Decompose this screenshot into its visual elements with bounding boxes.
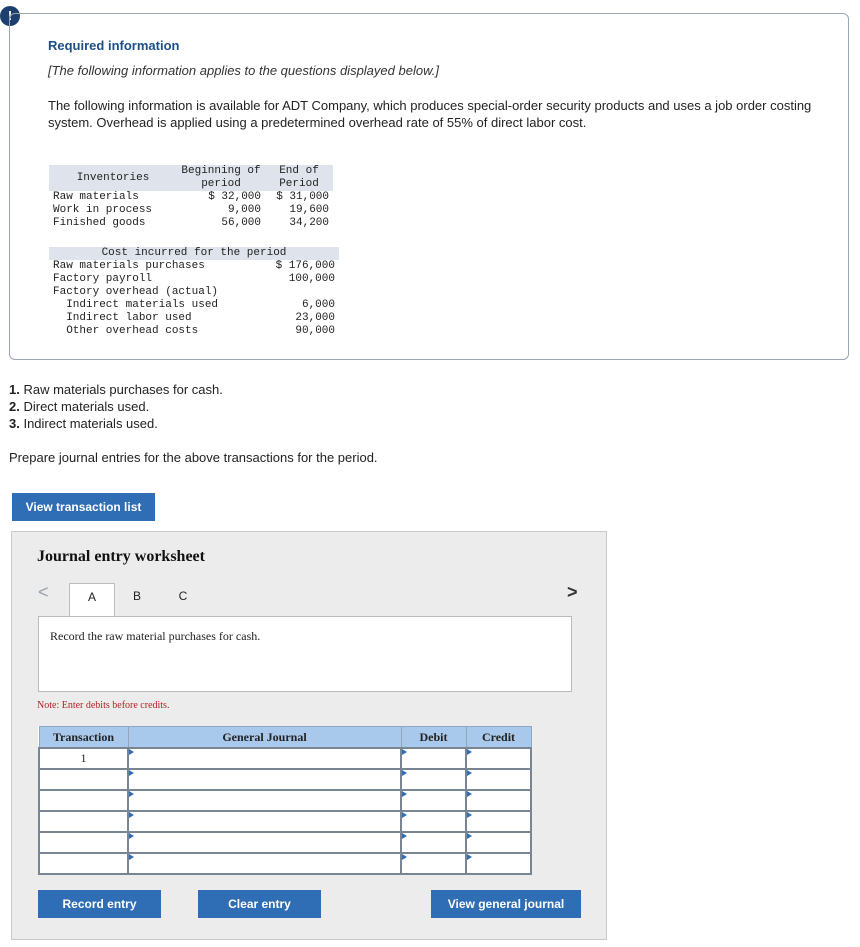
prev-arrow-icon[interactable]: <	[38, 582, 49, 602]
record-entry-button[interactable]: Record entry	[38, 890, 161, 918]
inv-end: 34,200	[289, 217, 329, 229]
cost-value: 23,000	[295, 312, 335, 324]
table-row	[39, 790, 531, 811]
instruction-box	[38, 616, 572, 692]
cost-label: Other overhead costs	[53, 325, 199, 337]
debit-input[interactable]	[401, 853, 466, 874]
transaction-cell	[39, 790, 128, 811]
col-transaction: Transaction	[39, 727, 128, 749]
cost-value: 100,000	[288, 273, 335, 285]
general-journal-select[interactable]	[128, 790, 401, 811]
clear-entry-button[interactable]: Clear entry	[198, 890, 321, 918]
credit-input[interactable]	[466, 790, 531, 811]
transaction-cell	[39, 769, 128, 790]
transaction-cell: 1	[39, 748, 128, 769]
list-item	[9, 381, 223, 398]
prepare-instruction: Prepare journal entries for the above transactions for the period.	[9, 450, 378, 465]
next-arrow-icon[interactable]: >	[567, 582, 578, 602]
inv-label: Work in process	[53, 204, 153, 216]
general-journal-select[interactable]	[128, 748, 401, 769]
inv-header-inventories: Inventories	[49, 165, 177, 191]
inv-header-begin: Beginning of period	[177, 165, 265, 191]
worksheet-title: Journal entry worksheet	[37, 548, 205, 565]
transaction-cell	[39, 853, 128, 874]
inv-end: $ 31,000	[276, 191, 329, 203]
table-row	[49, 217, 333, 230]
list-item	[9, 415, 223, 432]
required-note: [The following information applies to the questions displayed below.]	[48, 63, 439, 78]
table-row	[49, 312, 339, 325]
view-transaction-list-button[interactable]: View transaction list	[12, 493, 155, 521]
tab-a[interactable]: A	[69, 583, 115, 617]
table-row	[39, 832, 531, 853]
journal-table	[38, 726, 532, 875]
credit-input[interactable]	[466, 769, 531, 790]
cost-label: Factory payroll	[53, 273, 153, 285]
instruction-text: Record the raw material purchases for cash.	[50, 629, 261, 643]
inv-label: Finished goods	[53, 217, 146, 229]
table-row	[49, 191, 333, 204]
general-journal-select[interactable]	[128, 853, 401, 874]
inv-begin: 9,000	[227, 204, 261, 216]
debit-input[interactable]	[401, 769, 466, 790]
question-number: 2.	[9, 399, 20, 414]
col-debit: Debit	[401, 727, 466, 749]
credit-input[interactable]	[466, 853, 531, 874]
costs-header: Cost incurred for the period	[49, 247, 339, 260]
table-row	[49, 204, 333, 217]
table-row	[49, 286, 339, 299]
credit-input[interactable]	[466, 748, 531, 769]
debits-note: Note: Enter debits before credits.	[37, 700, 170, 711]
debit-input[interactable]	[401, 832, 466, 853]
cost-label: Factory overhead (actual)	[53, 286, 219, 298]
list-item	[9, 398, 223, 415]
question-list	[9, 381, 223, 432]
table-row	[39, 748, 531, 769]
col-general-journal: General Journal	[128, 727, 401, 749]
view-general-journal-button[interactable]: View general journal	[431, 890, 581, 918]
cost-label: Indirect materials used	[53, 299, 219, 311]
table-row	[49, 273, 339, 286]
debit-input[interactable]	[401, 811, 466, 832]
tab-c[interactable]: C	[178, 589, 188, 603]
inv-label: Raw materials	[53, 191, 139, 203]
table-row	[39, 769, 531, 790]
cost-value: 6,000	[301, 299, 335, 311]
cost-label: Indirect labor used	[53, 312, 192, 324]
cost-label: Raw materials purchases	[53, 260, 205, 272]
inv-header-end: End of Period	[265, 165, 333, 191]
cost-value: 90,000	[295, 325, 335, 337]
required-title: Required information	[48, 38, 180, 53]
table-row	[49, 260, 339, 273]
question-text: Raw materials purchases for cash.	[23, 382, 223, 397]
transaction-cell	[39, 832, 128, 853]
credit-input[interactable]	[466, 811, 531, 832]
tab-b[interactable]: B	[132, 589, 141, 603]
costs-table	[49, 247, 339, 338]
question-number: 3.	[9, 416, 20, 431]
table-row	[39, 853, 531, 874]
table-row	[39, 811, 531, 832]
inv-begin: $ 32,000	[208, 191, 261, 203]
general-journal-select[interactable]	[128, 769, 401, 790]
inv-begin: 56,000	[221, 217, 261, 229]
transaction-cell	[39, 811, 128, 832]
general-journal-select[interactable]	[128, 832, 401, 853]
inv-end: 19,600	[289, 204, 329, 216]
cost-value: $ 176,000	[275, 260, 335, 272]
inventories-table	[49, 165, 333, 230]
table-row	[49, 325, 339, 338]
cost-value	[257, 286, 339, 299]
alert-icon: !	[0, 6, 20, 26]
debit-input[interactable]	[401, 790, 466, 811]
required-description: The following information is available for ADT Company, which produces special-order security products and uses a job order costing system. Overhead is applied using a predetermined overhead rate of 55% of direct labor cost.	[48, 98, 812, 130]
col-credit: Credit	[466, 727, 531, 749]
table-row	[49, 299, 339, 312]
debit-input[interactable]	[401, 748, 466, 769]
question-text: Direct materials used.	[23, 399, 150, 414]
credit-input[interactable]	[466, 832, 531, 853]
question-text: Indirect materials used.	[23, 416, 158, 431]
question-number: 1.	[9, 382, 20, 397]
general-journal-select[interactable]	[128, 811, 401, 832]
